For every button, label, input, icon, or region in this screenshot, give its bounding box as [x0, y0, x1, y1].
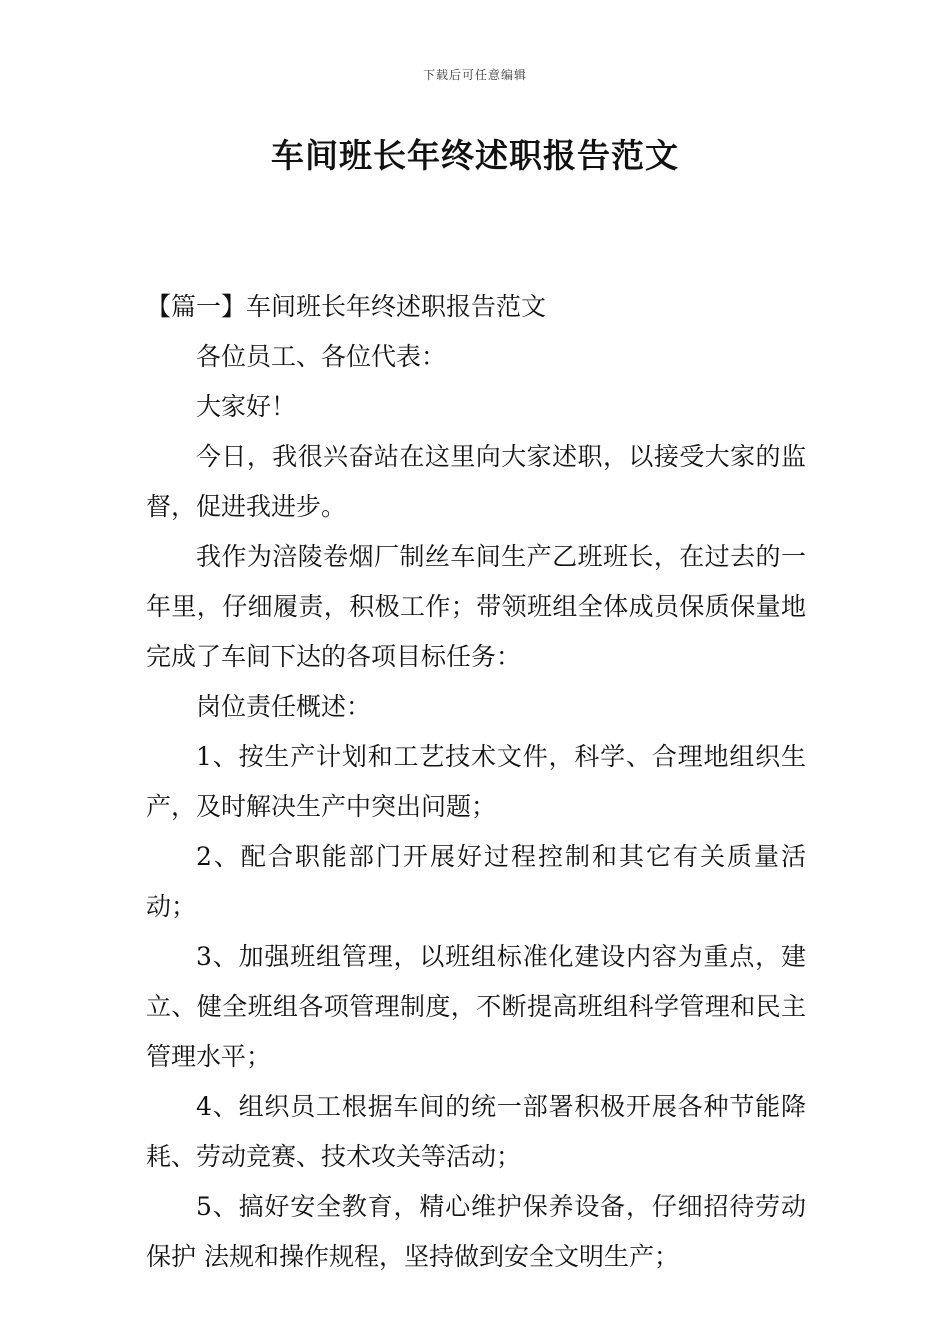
- paragraph-salutation: 各位员工、各位代表：: [196, 342, 447, 371]
- paragraph-duty-1: 1、按生产计划和工艺技术文件，科学、合理地组织生产，及时解决生产中突出问题；: [146, 742, 806, 821]
- paragraph-role: 我作为涪陵卷烟厂制丝车间生产乙班班长，在过去的一年里，仔细履责，积极工作；带领班组全体成员保质保量地完成了车间下达的各项目标任务：: [146, 542, 806, 671]
- paragraph-duty-2: 2、配合职能部门开展好过程控制和其它有关质量活动；: [146, 842, 806, 921]
- paragraph-duty-5: 5、搞好安全教育，精心维护保养设备，仔细招待劳动保护 法规和操作规程，坚持做到安全文明生产；: [146, 1192, 806, 1271]
- paragraph-duty-3: 3、加强班组管理，以班组标准化建设内容为重点，建立、健全班组各项管理制度，不断提高班组科学管理和民主管理水平；: [146, 942, 806, 1071]
- document-body: [146, 282, 806, 1282]
- document-title: 车间班长年终述职报告范文: [271, 136, 679, 175]
- paragraph-greeting: 大家好！: [196, 392, 297, 421]
- paragraph-duty-4: 4、组织员工根据车间的统一部署积极开展各种节能降耗、劳动竞赛、技术攻关等活动；: [146, 1092, 806, 1171]
- header-note: 下载后可任意编辑: [422, 68, 527, 82]
- section-heading: 【篇一】车间班长年终述职报告范文: [146, 292, 547, 321]
- paragraph-duties-heading: 岗位责任概述：: [196, 692, 372, 721]
- paragraph-intro: 今日，我很兴奋站在这里向大家述职，以接受大家的监督，促进我进步。: [146, 442, 806, 521]
